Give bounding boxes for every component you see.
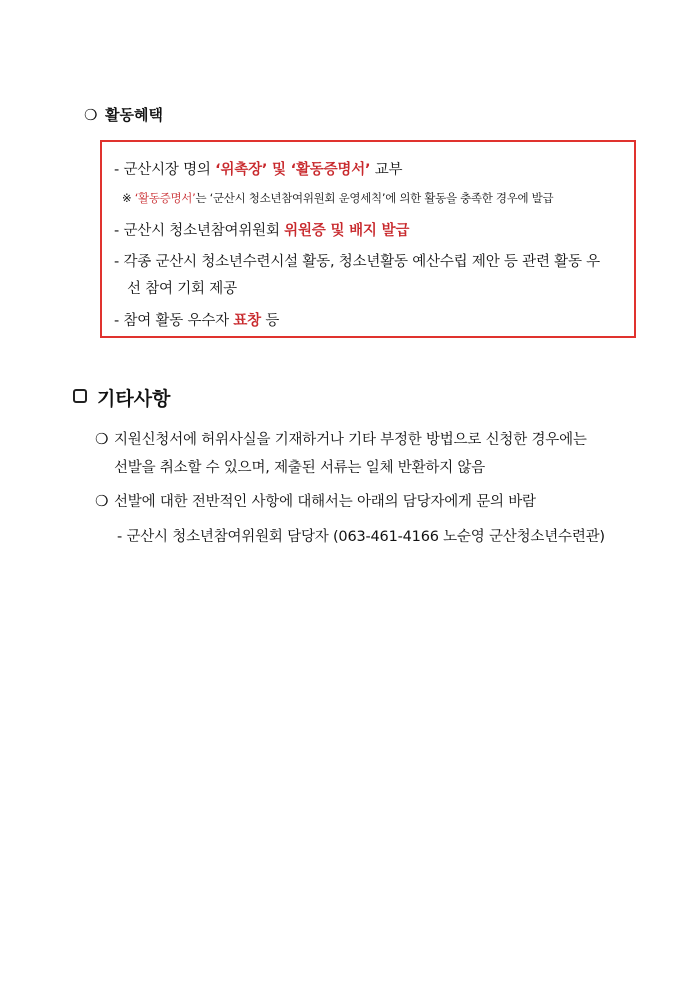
highlight: 표창: [233, 313, 261, 329]
other-heading: 기타사항: [97, 388, 171, 410]
text: 교부: [370, 162, 403, 178]
contact-line: - 군산시 청소년참여위원회 담당자 (063-461-4166 노순영 군산청소년수련관): [117, 529, 605, 545]
highlight: ‘위촉장’ 및 ‘활동증명서’: [215, 162, 371, 178]
benefit-line-3: [114, 250, 600, 271]
text: 군산시장 명의: [123, 162, 216, 178]
benefit-note: [122, 190, 553, 206]
benefit-line-4: [114, 309, 279, 330]
text: 군산시 청소년참여위원회: [123, 223, 285, 239]
bullet-circle-icon: ❍: [84, 106, 98, 124]
text: 는 ‘군산시 청소년참여위원회 운영세칙’에 의한 활동을 충족한 경우에 발급: [195, 191, 554, 205]
text: 참여 활동 우수자: [123, 313, 234, 329]
square-bullet-icon: [73, 389, 87, 403]
dash: -: [114, 313, 120, 329]
text: 등: [260, 313, 280, 329]
bullet-circle-icon: ❍: [95, 492, 109, 510]
text: 각종 군산시 청소년수련시설 활동, 청소년활동 예산수립 제안 등 관련 활동 우: [123, 254, 600, 270]
dash: -: [114, 254, 120, 270]
benefit-line-3-cont: 선 참여 기회 제공: [127, 281, 237, 297]
reference-mark: ※: [122, 191, 132, 205]
other-item-2: 선발에 대한 전반적인 사항에 대해서는 아래의 담당자에게 문의 바람: [114, 494, 536, 510]
highlight: 위원증 및 배지 발급: [284, 223, 410, 239]
dash: -: [114, 223, 120, 239]
benefit-line-1: [114, 158, 402, 179]
benefit-line-2: [114, 219, 409, 240]
benefits-heading: 활동혜택: [105, 106, 163, 124]
bullet-circle-icon: ❍: [95, 430, 109, 448]
dash: -: [114, 162, 120, 178]
other-item-1-line-1: 지원신청서에 허위사실을 기재하거나 기타 부정한 방법으로 신청한 경우에는: [114, 432, 587, 448]
other-item-1-line-2: 선발을 취소할 수 있으며, 제출된 서류는 일체 반환하지 않음: [114, 460, 486, 476]
highlight: ‘활동증명서’: [134, 191, 196, 205]
